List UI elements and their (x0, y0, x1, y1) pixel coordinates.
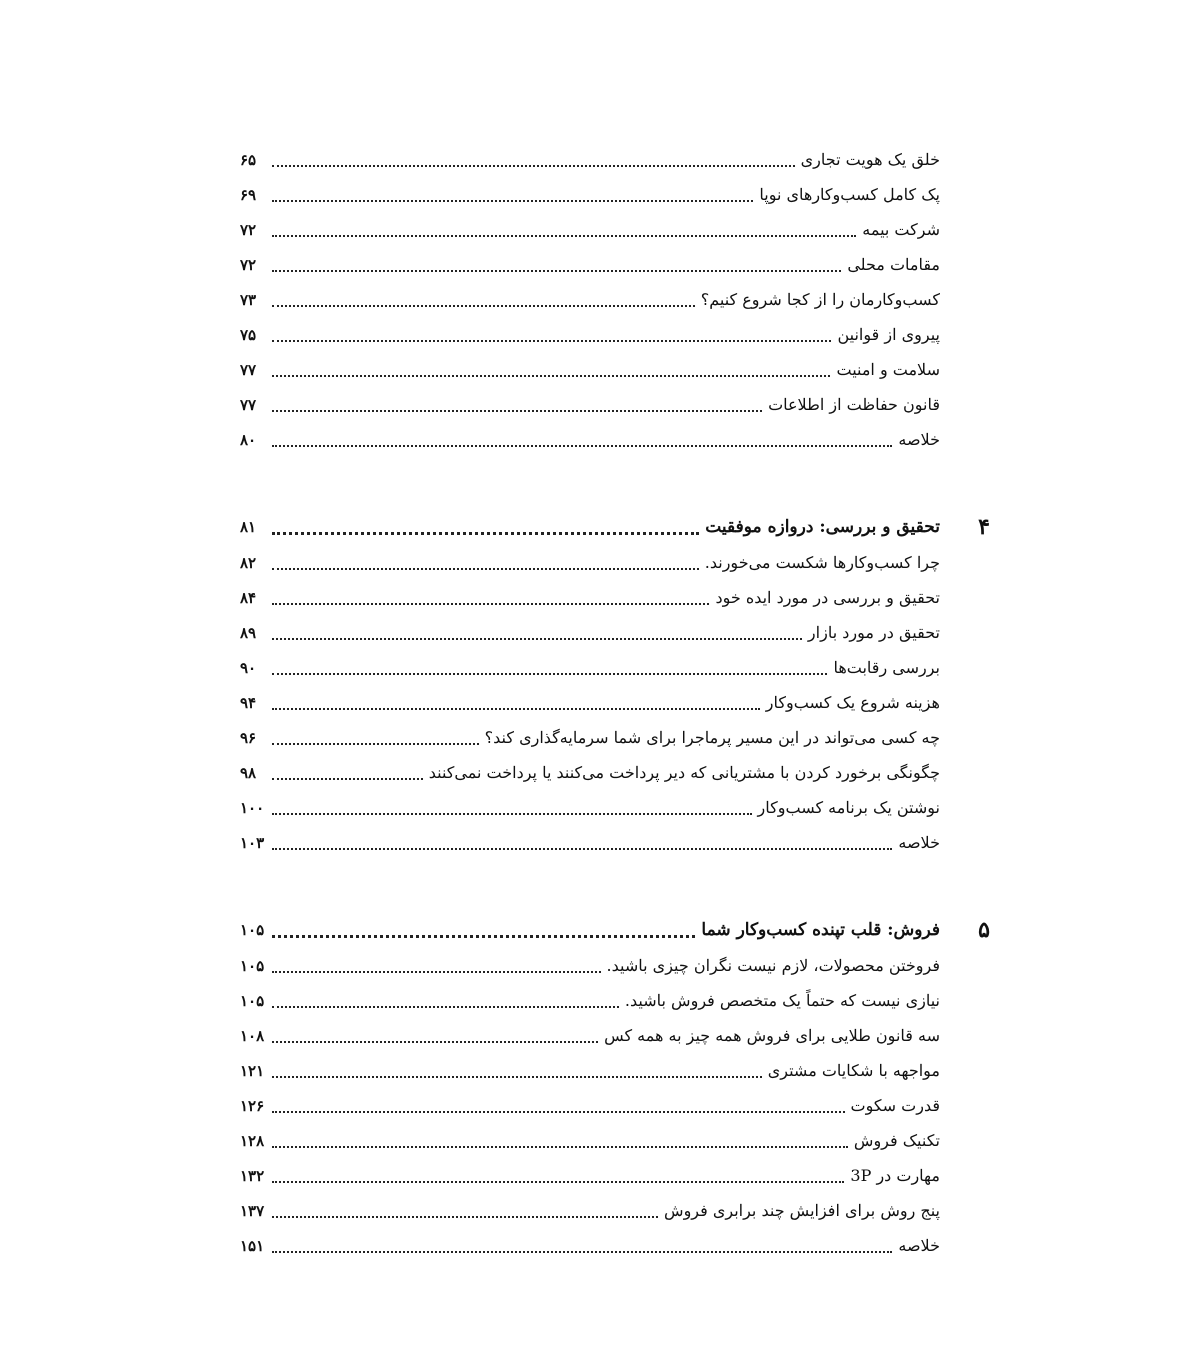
dot-leader (272, 375, 830, 377)
toc-entry-page: ۶۹ (240, 185, 257, 204)
toc-entry-title: پنج روش برای افزایش چند برابری فروش (664, 1201, 940, 1220)
toc-entry-title: نیازی نیست که حتماً یک متخصص فروش باشید. (624, 991, 940, 1010)
toc-entry (240, 1088, 940, 1123)
toc-entry (240, 317, 940, 352)
toc-entry-title: تکنیک فروش (853, 1131, 940, 1150)
dot-leader (272, 165, 795, 167)
toc-entry-page: ۷۷ (240, 395, 257, 414)
toc-entry-page: ۸۰ (240, 430, 257, 449)
toc-entry-title: هزینه شروع یک کسب‌وکار (765, 693, 940, 712)
toc-entry-title: تحقیق در مورد بازار (807, 623, 940, 642)
dot-leader (272, 673, 827, 675)
toc-entry-page: ۱۳۲ (240, 1166, 265, 1185)
dot-leader (272, 603, 709, 605)
toc-entry-title: مقامات محلی (847, 255, 940, 274)
toc-entry-page: ۸۴ (240, 588, 257, 607)
dot-leader (272, 708, 760, 710)
toc-entry (240, 1158, 940, 1193)
toc-entry-title: خلق یک هویت تجاری (800, 150, 940, 169)
chapter-title: فروش: قلب تپنده کسب‌وکار شما (701, 920, 940, 940)
toc-entry (240, 387, 940, 422)
toc-entry-title: مواجهه با شکایات مشتری (767, 1061, 940, 1080)
toc-entry (240, 685, 940, 720)
toc-entry-title: تحقیق و بررسی در مورد ایده خود (715, 588, 940, 607)
chapter-heading (240, 509, 990, 545)
toc-entry-page: ۱۲۶ (240, 1096, 265, 1115)
toc-entry-title: پیروی از قوانین (837, 325, 940, 344)
toc-entry-page: ۸۹ (240, 623, 257, 642)
dot-leader (272, 200, 753, 202)
toc-entry (240, 1053, 940, 1088)
dot-leader (272, 935, 695, 938)
toc-entry-page: ۱۰۰ (240, 798, 265, 817)
toc-entry-title: فروختن محصولات، لازم نیست نگران چیزی باشید. (606, 956, 940, 975)
toc-entry (240, 755, 940, 790)
toc-entry-title: مهارت در 3P (850, 1166, 940, 1185)
toc-entry (240, 177, 940, 212)
toc-entry-title: چرا کسب‌وکارها شکست می‌خورند. (704, 553, 940, 572)
toc-entry-page: ۶۵ (240, 150, 257, 169)
chapter-number: ۵ (978, 917, 990, 943)
toc-entry-page: ۱۲۸ (240, 1131, 265, 1150)
dot-leader (272, 971, 601, 973)
dot-leader (272, 532, 699, 535)
toc-entry-title: نوشتن یک برنامه کسب‌وکار (757, 798, 940, 817)
toc-entry-title: پک کامل کسب‌وکارهای نوپا (759, 185, 940, 204)
dot-leader (272, 305, 695, 307)
toc-entry (240, 1123, 940, 1158)
toc-entry-page: ۷۳ (240, 290, 257, 309)
toc-entry (240, 282, 940, 317)
toc-entry-title: شرکت بیمه (862, 220, 940, 239)
toc-entry (240, 650, 940, 685)
toc-entry-page: ۱۰۵ (240, 956, 265, 975)
toc-entry-title: سلامت و امنیت (836, 360, 940, 379)
dot-leader (272, 1111, 845, 1113)
toc-entry (240, 825, 940, 860)
toc-entry (240, 1228, 940, 1263)
spacer (240, 860, 940, 912)
chapter-title: تحقیق و بررسی: دروازه موفقیت (705, 517, 940, 537)
toc-entry-page: ۸۲ (240, 553, 257, 572)
dot-leader (272, 1181, 844, 1183)
dot-leader (272, 1006, 619, 1008)
toc-entry-page: ۱۲۱ (240, 1061, 265, 1080)
toc-entry-page: ۷۵ (240, 325, 257, 344)
dot-leader (272, 568, 699, 570)
toc-entry-title: خلاصه (898, 833, 940, 852)
toc-entry (240, 142, 940, 177)
toc-entry-title: خلاصه (898, 1236, 940, 1255)
toc-entry (240, 580, 940, 615)
dot-leader (272, 743, 479, 745)
section-continued (240, 142, 940, 457)
dot-leader (272, 778, 423, 780)
toc-entry-title: بررسی رقابت‌ها (833, 658, 940, 677)
toc-entry-title: چگونگی برخورد کردن با مشتریانی که دیر پرداخت می‌کنند یا پرداخت نمی‌کنند (428, 763, 940, 782)
toc-entry-page: ۱۵۱ (240, 1236, 265, 1255)
dot-leader (272, 340, 831, 342)
toc-entry-page: ۷۷ (240, 360, 257, 379)
toc-entry (240, 720, 940, 755)
toc-entry-page: ۱۰۳ (240, 833, 265, 852)
toc-entry-page: ۹۴ (240, 693, 257, 712)
toc-entry (240, 247, 940, 282)
toc-entry-page: ۱۰۸ (240, 1026, 265, 1045)
toc-entry-title: قدرت سکوت (850, 1096, 940, 1115)
dot-leader (272, 848, 892, 850)
toc-entry (240, 212, 940, 247)
toc-entry (240, 422, 940, 457)
toc-entry (240, 352, 940, 387)
dot-leader (272, 1251, 892, 1253)
dot-leader (272, 235, 856, 237)
dot-leader (272, 1041, 598, 1043)
toc-entry-page: ۱۰۵ (240, 991, 265, 1010)
toc-entry (240, 948, 940, 983)
chapter-4 (240, 509, 990, 860)
toc-entry-title: قانون حفاظت از اطلاعات (768, 395, 940, 414)
dot-leader (272, 270, 841, 272)
toc-entry-page: ۹۶ (240, 728, 257, 747)
toc-entry (240, 545, 940, 580)
toc-entry-page: ۷۲ (240, 220, 257, 239)
toc-entry-title: خلاصه (898, 430, 940, 449)
toc-entry (240, 1018, 940, 1053)
toc-entry-title: سه قانون طلایی برای فروش همه چیز به همه کس (604, 1026, 940, 1045)
toc-entry-page: ۹۸ (240, 763, 257, 782)
toc-entry-page: ۹۰ (240, 658, 257, 677)
spacer (240, 457, 940, 509)
toc-entry-page: ۷۲ (240, 255, 257, 274)
dot-leader (272, 638, 802, 640)
toc-entry (240, 1193, 940, 1228)
dot-leader (272, 813, 752, 815)
toc-entry-title: کسب‌وکارمان را از کجا شروع کنیم؟ (700, 290, 940, 309)
dot-leader (272, 1216, 658, 1218)
toc-entry (240, 790, 940, 825)
dot-leader (272, 1146, 848, 1148)
toc-entry-title: چه کسی می‌تواند در این مسیر پرماجرا برای شما سرمایه‌گذاری کند؟ (484, 728, 940, 747)
dot-leader (272, 1076, 762, 1078)
table-of-contents (240, 142, 990, 1263)
chapter-number: ۴ (978, 514, 990, 540)
toc-entry (240, 983, 940, 1018)
dot-leader (272, 410, 762, 412)
toc-entry-page: ۱۳۷ (240, 1201, 265, 1220)
toc-entry (240, 615, 940, 650)
dot-leader (272, 445, 892, 447)
chapter-page: ۸۱ (240, 518, 257, 536)
chapter-5 (240, 912, 990, 1263)
chapter-page: ۱۰۵ (240, 921, 265, 939)
chapter-heading (240, 912, 990, 948)
